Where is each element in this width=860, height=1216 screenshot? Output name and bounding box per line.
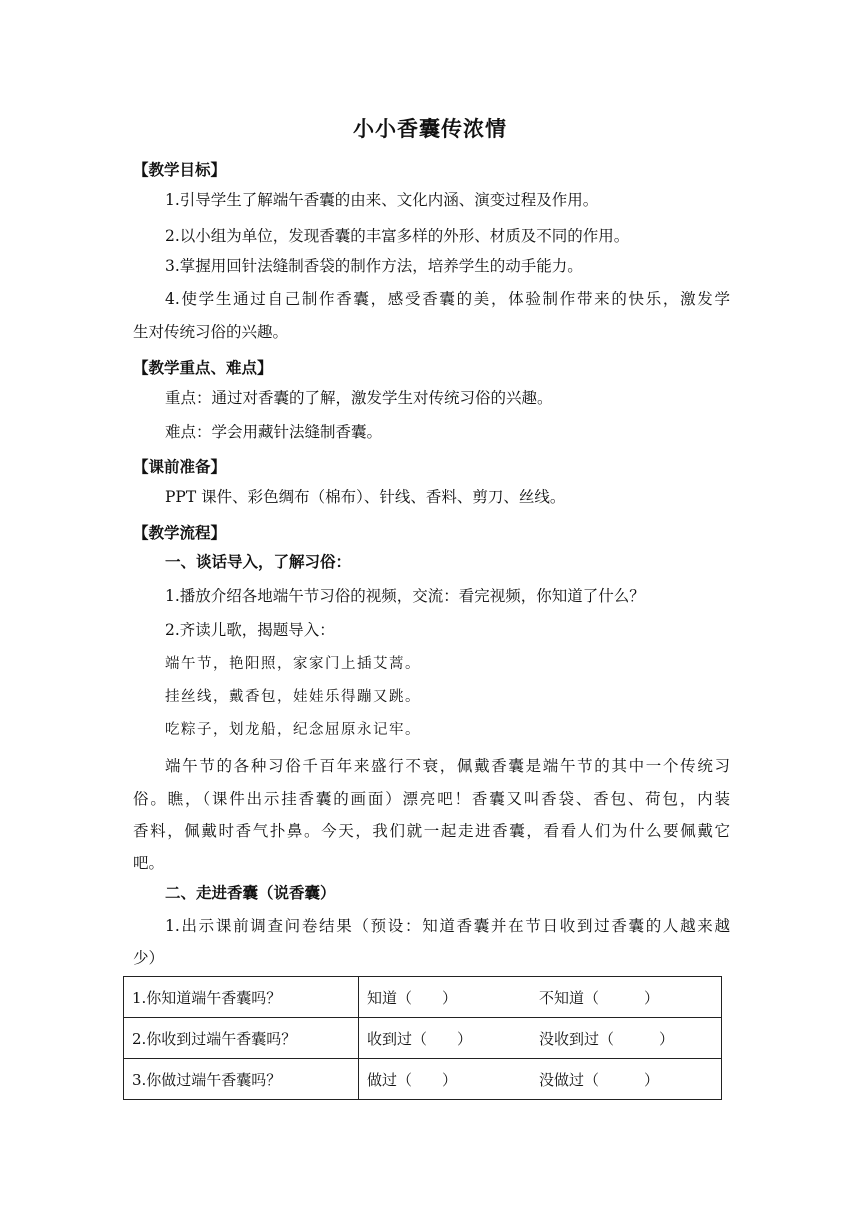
- paragraph-line: 端午节的各种习俗千百年来盛行不衰，佩戴香囊是端午节的其中一个传统习: [165, 757, 730, 775]
- part1-item: 2.齐读儿歌，揭题导入：: [165, 621, 335, 639]
- paragraph-line: 俗。瞧，（课件出示挂香囊的画面）漂亮吧！香囊又叫香袋、香包、荷包，内装: [133, 790, 730, 808]
- option-no: 不知道（ ）: [539, 988, 660, 1007]
- key-points-heading: 【教学重点、难点】: [133, 359, 273, 377]
- option-no: 没收到过（ ）: [539, 1029, 675, 1048]
- answer-cell: [359, 1018, 722, 1059]
- answer-cell: [359, 1059, 722, 1100]
- song-line: 端午节，艳阳照，家家门上插艾蒿。: [165, 656, 421, 672]
- paragraph-line: 吧。: [133, 854, 165, 872]
- option-no: 没做过（ ）: [539, 1070, 660, 1089]
- question-cell: 2.你收到过端午香囊吗？: [124, 1018, 359, 1059]
- goal-item-continued: 生对传统习俗的兴趣。: [133, 323, 289, 341]
- goal-item: 2.以小组为单位，发现香囊的丰富多样的外形、材质及不同的作用。: [165, 227, 630, 245]
- goal-item: 4.使学生通过自己制作香囊，感受香囊的美，体验制作带来的快乐，激发学: [165, 290, 730, 308]
- option-yes: 收到过（ ）: [367, 1029, 473, 1048]
- song-line: 挂丝线，戴香包，娃娃乐得蹦又跳。: [165, 689, 421, 705]
- option-yes: 做过（ ）: [367, 1070, 458, 1089]
- prep-heading: 【课前准备】: [133, 458, 227, 476]
- table-row: [124, 1018, 722, 1059]
- paragraph-line: 香料，佩戴时香气扑鼻。今天，我们就一起走进香囊，看看人们为什么要佩戴它: [133, 822, 730, 840]
- part2-item: 1.出示课前调查问卷结果（预设：知道香囊并在节日收到过香囊的人越来越: [165, 917, 730, 935]
- question-cell: 3.你做过端午香囊吗？: [124, 1059, 359, 1100]
- song-line: 吃粽子，划龙船，纪念屈原永记牢。: [165, 722, 421, 738]
- difficult-point: 难点：学会用藏针法缝制香囊。: [165, 423, 383, 441]
- answer-cell: [359, 977, 722, 1018]
- option-yes: 知道（ ）: [367, 988, 458, 1007]
- prep-text: PPT 课件、彩色绸布（棉布）、针线、香料、剪刀、丝线。: [165, 488, 566, 506]
- part1-item: 1.播放介绍各地端午节习俗的视频，交流：看完视频，你知道了什么？: [165, 587, 645, 605]
- table-row: [124, 1059, 722, 1100]
- goals-heading: 【教学目标】: [133, 161, 227, 179]
- part2-item-continued: 少）: [133, 949, 165, 967]
- goal-item: 1.引导学生了解端午香囊的由来、文化内涵、演变过程及作用。: [165, 191, 599, 209]
- part2-heading: 二、走进香囊（说香囊）: [165, 884, 336, 902]
- part1-heading: 一、谈话导入，了解习俗：: [165, 553, 352, 571]
- key-point: 重点：通过对香囊的了解，激发学生对传统习俗的兴趣。: [165, 389, 553, 407]
- survey-table: [123, 976, 722, 1100]
- table-row: [124, 977, 722, 1018]
- goal-item: 3.掌握用回针法缝制香袋的制作方法，培养学生的动手能力。: [165, 257, 583, 275]
- flow-heading: 【教学流程】: [133, 524, 227, 542]
- question-cell: 1.你知道端午香囊吗？: [124, 977, 359, 1018]
- page-title: 小小香囊传浓情: [353, 117, 507, 141]
